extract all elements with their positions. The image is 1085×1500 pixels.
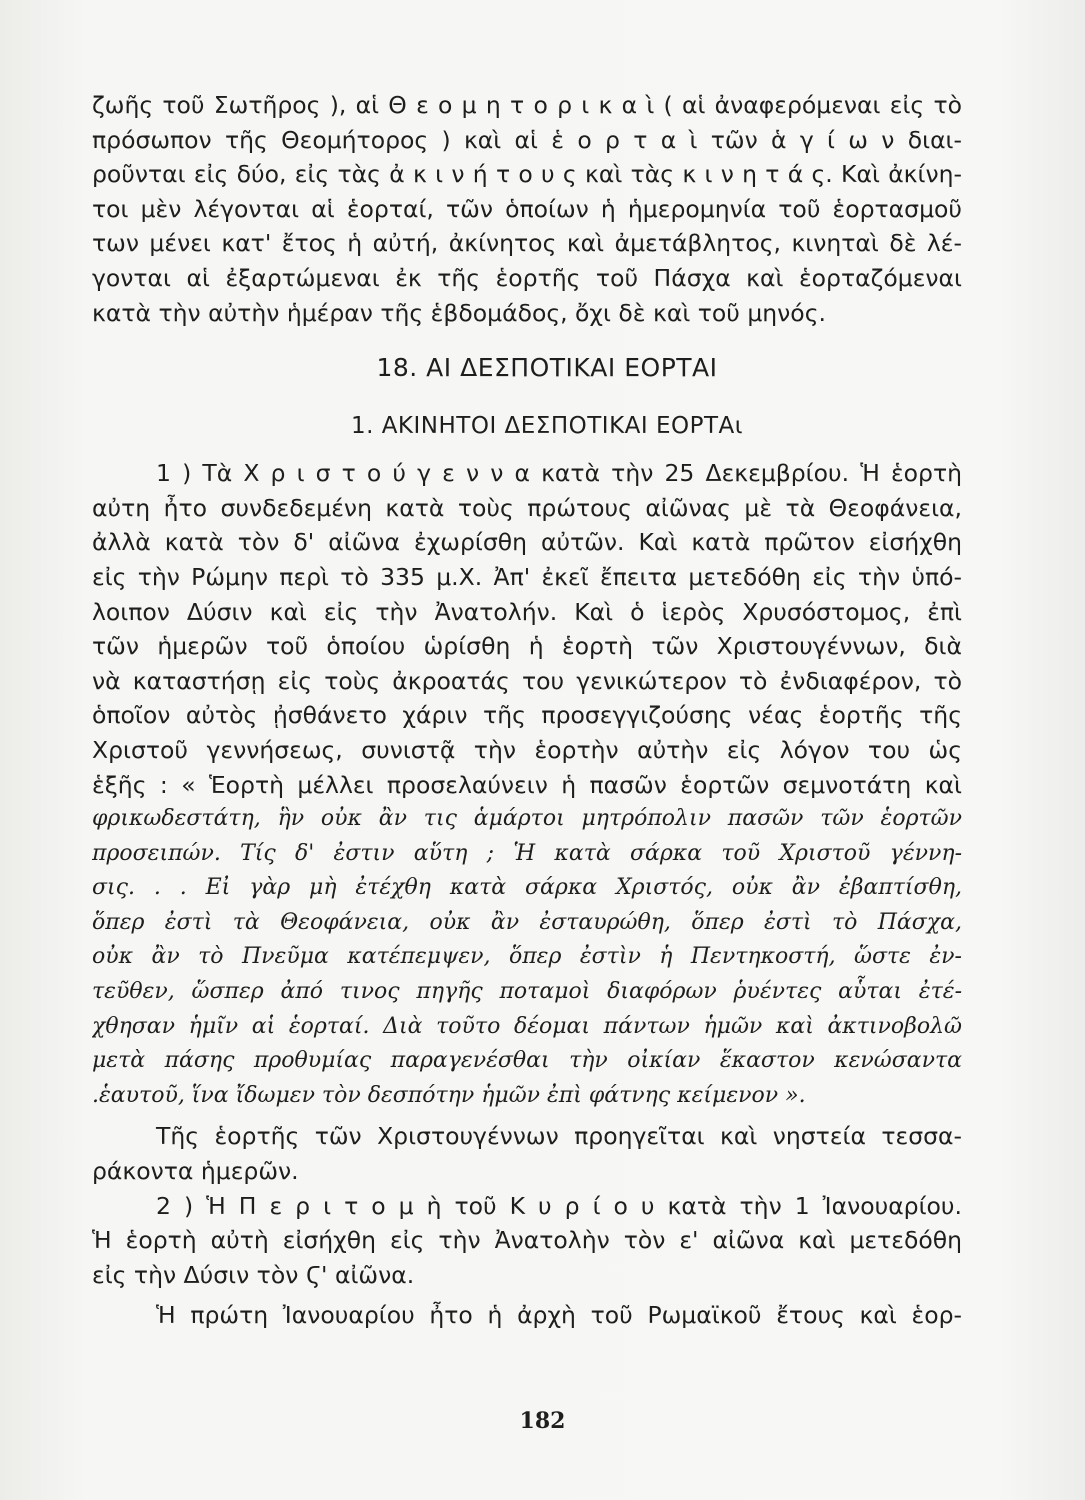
quote-line: .ἑαυτοῦ, ἵνα ἴδωμεν τὸν δεσπότην ἡμῶν ἐπὶ φάτνης κείμενον ».: [92, 1082, 806, 1108]
quote-line: οὐκ ἂν τὸ Πνεῦμα κατέπεμψεν, ὅπερ ἐστὶν ἡ Πεντηκοστή, ὥστε ἐν-: [92, 944, 962, 970]
text-line: ράκοντα ἡμερῶν.: [92, 1157, 299, 1186]
text-body: [92, 88, 962, 1333]
text-line: αὐτη ἦτο συνδεδεμένη κατὰ τοὺς πρώτους αἰῶνας μὲ τὰ Θεοφάνεια,: [92, 493, 962, 522]
text-line: λοιπον Δύσιν καὶ εἰς τὴν Ἀνατολήν. Καὶ ὁ ἱερὸς Χρυσόστομος, ἐπὶ: [92, 597, 962, 626]
text-line: ἀλλὰ κατὰ τὸν δ' αἰῶνα ἐχωρίσθη αὐτῶν. Καὶ κατὰ πρῶτον εἰσήχθη: [92, 528, 962, 557]
text-line: Ἡ ἑορτὴ αὐτὴ εἰσήχθη εἰς τὴν Ἀνατολὴν τὸν ε' αἰῶνα καὶ μετεδόθη: [92, 1226, 962, 1255]
text-line: 1 ) Τὰ Χ ρ ι σ τ ο ύ γ ε ν ν α κατὰ τὴν 25 Δεκεμβρίου. Ἡ ἑορτὴ: [156, 459, 962, 488]
quote-line: μετὰ πάσης προθυμίας παραγενέσθαι τὴν οἰκίαν ἕκαστον κενώσαντα: [92, 1048, 962, 1074]
text-line: 2 ) Ἡ Π ε ρ ι τ ο μ ὴ τοῦ Κ υ ρ ί ο υ κατὰ τὴν 1 Ἰανουαρίου.: [156, 1191, 962, 1220]
text-line: εἰς τὴν Δύσιν τὸν Ϛ' αἰῶνα.: [92, 1260, 415, 1289]
page-number: 182: [519, 1408, 566, 1434]
subsection-heading: 1. ΑΚΙΝΗΤΟΙ ΔΕΣΠΟΤΙΚΑΙ ΕΟΡΤΑι: [350, 413, 744, 440]
text-line: ὁποῖον αὐτὸς ᾐσθάνετο χάριν τῆς προσεγγιζούσης νέας ἑορτῆς τῆς: [92, 701, 962, 730]
quote-line: χθησαν ἡμῖν αἱ ἑορταί. Διὰ τοῦτο δέομαι πάντων ἡμῶν καὶ ἀκτινοβολῶ: [92, 1013, 962, 1039]
text-line: ἑξῆς : « Ἑορτὴ μέλλει προσελαύνειν ἡ πασῶν ἑορτῶν σεμνοτάτη καὶ: [92, 770, 962, 799]
text-line: των μένει κατ' ἔτος ἡ αὐτή, ἀκίνητος καὶ ἀμετάβλητος, κινηταὶ δὲ λέ-: [92, 229, 962, 258]
fast-paragraph: [92, 1119, 962, 1188]
text-line: Τῆς ἑορτῆς τῶν Χριστουγέννων προηγεῖται καὶ νηστεία τεσσα-: [156, 1122, 962, 1151]
text-line: πρόσωπον τῆς Θεομήτορος ) καὶ αἱ ἑ ο ρ τ α ὶ τῶν ἁ γ ί ω ν διαι-: [92, 125, 962, 154]
text-line: Χριστοῦ γεννήσεως, συνιστᾷ τὴν ἑορτὴν αὐτὴν εἰς λόγον του ὡς: [92, 735, 962, 764]
quote-line: προσειπών. Τίς δ' ἐστιν αὕτη ; Ἡ κατὰ σάρκα τοῦ Χριστοῦ γέννη-: [92, 840, 962, 866]
chrysostom-quote: [92, 802, 962, 1113]
text-line: κατὰ τὴν αὐτὴν ἡμέραν τῆς ἑβδομάδος, ὄχι δὲ καὶ τοῦ μηνός.: [92, 298, 826, 327]
text-line: νὰ καταστήσῃ εἰς τοὺς ἀκροατάς του γενικώτερον τὸ ἐνδιαφέρον, τὸ: [92, 666, 962, 695]
quote-line: φρικωδεστάτη, ἣν οὐκ ἂν τις ἁμάρτοι μητρόπολιν πασῶν τῶν ἑορτῶν: [92, 806, 962, 832]
text-line: γονται αἱ ἐξαρτώμεναι ἐκ τῆς ἑορτῆς τοῦ Πάσχα καὶ ἑορταζόμεναι: [92, 263, 962, 292]
text-line: τῶν ἡμερῶν τοῦ ὁποίου ὡρίσθη ἡ ἑορτὴ τῶν Χριστουγέννων, διὰ: [92, 632, 962, 661]
text-line: Ἡ πρώτη Ἰανουαρίου ἦτο ἡ ἀρχὴ τοῦ Ρωμαϊκοῦ ἔτους καὶ ἑορ-: [156, 1301, 962, 1330]
text-line: εἰς τὴν Ρώμην περὶ τὸ 335 μ.Χ. Ἀπ' ἐκεῖ ἔπειτα μετεδόθη εἰς τὴν ὑπό-: [92, 562, 962, 591]
intro-paragraph: [92, 88, 962, 330]
text-line: ροῦνται εἰς δύο, εἰς τὰς ἀ κ ι ν ή τ ο υ ς καὶ τὰς κ ι ν η τ ά ς. Καὶ ἀκίνη-: [92, 160, 962, 189]
quote-line: ὅπερ ἐστὶ τὰ Θεοφάνεια, οὐκ ἂν ἐσταυρώθη, ὅπερ ἐστὶ τὸ Πάσχα,: [92, 909, 962, 935]
quote-line: τεῦθεν, ὥσπερ ἀπό τινος πηγῆς ποταμοὶ διαφόρων ῥυέντες αὗται ἐτέ-: [92, 979, 962, 1005]
circumcision-paragraph: [92, 1189, 962, 1293]
final-paragraph: [92, 1298, 962, 1333]
section-heading: 18. ΑΙ ΔΕΣΠΟΤΙΚΑΙ ΕΟΡΤΑΙ: [376, 353, 718, 383]
quote-line: σις. . . Εἰ γὰρ μὴ ἐτέχθη κατὰ σάρκα Χριστός, οὐκ ἂν ἐβαπτίσθη,: [92, 875, 962, 901]
christmas-paragraph: [92, 456, 962, 802]
text-line: τοι μὲν λέγονται αἱ ἑορταί, τῶν ὁποίων ἡ ἡμερομηνία τοῦ ἑορτασμοῦ: [92, 194, 962, 223]
text-line: ζωῆς τοῦ Σωτῆρος ), αἱ Θ ε ο μ η τ ο ρ ι κ α ὶ ( αἱ ἀναφερόμεναι εἰς τὸ: [92, 91, 962, 119]
